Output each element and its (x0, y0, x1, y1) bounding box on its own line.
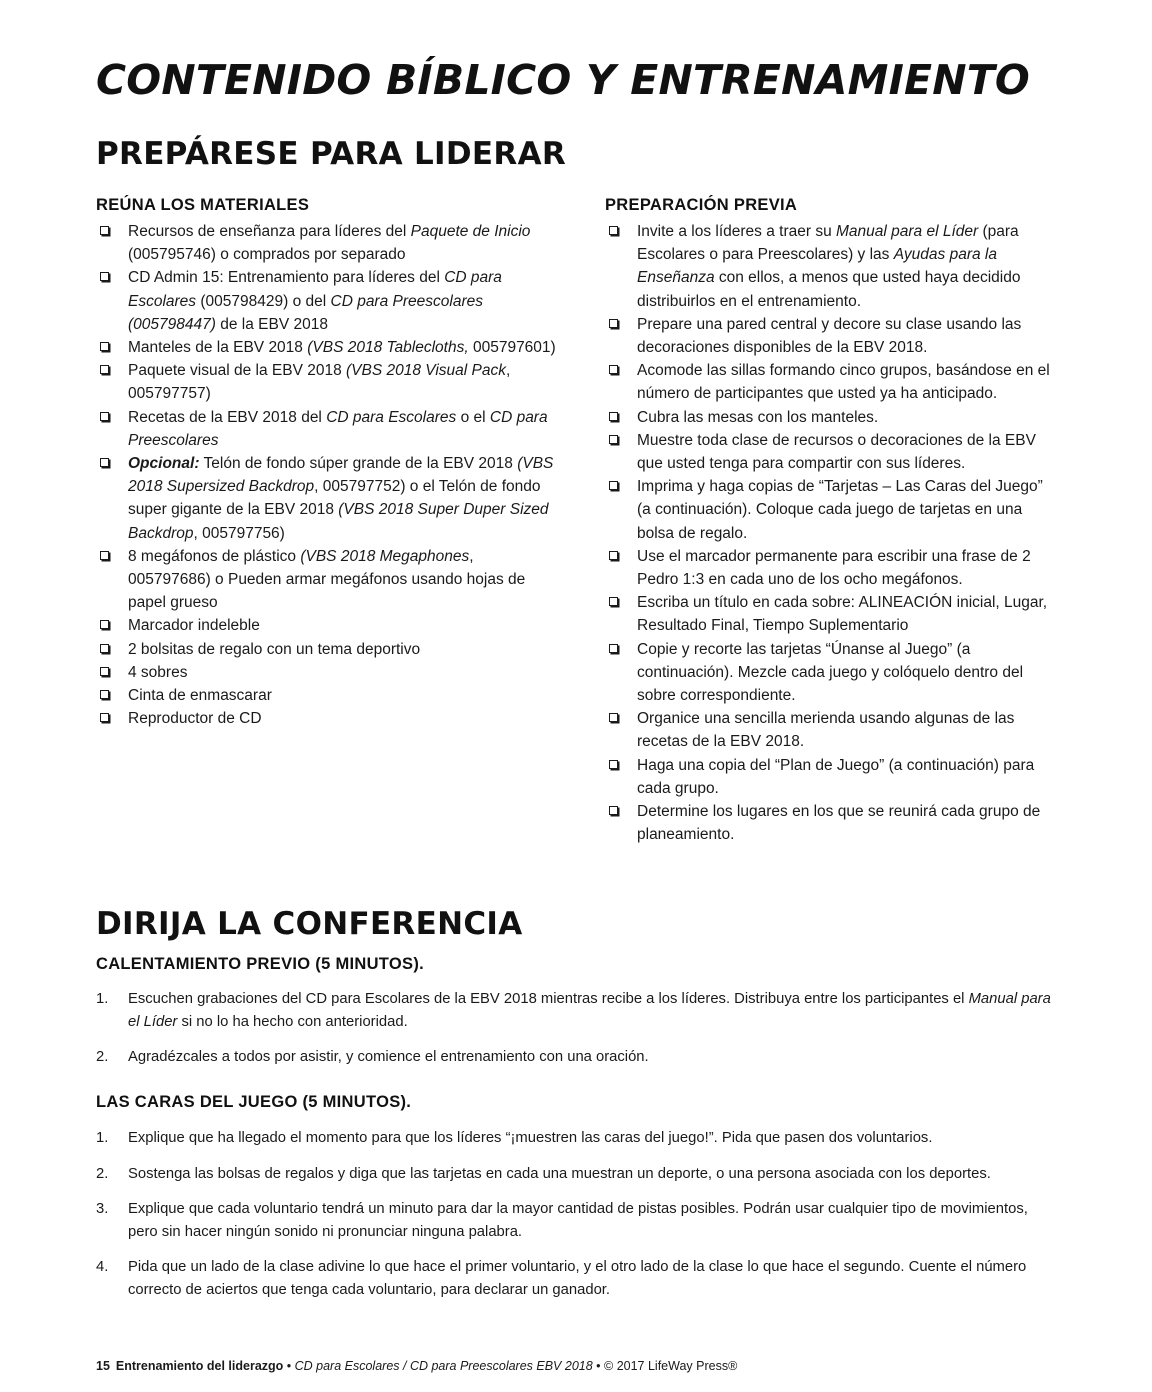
text-run: Paquete visual de la EBV 2018 (128, 362, 347, 380)
step-item (96, 1198, 1058, 1243)
text-run: CD para Escolares (326, 408, 457, 426)
page-title: CONTENIDO BÍBLICO Y ENTRENAMIENTO (96, 56, 1030, 104)
warmup-heading: CALENTAMIENTO PREVIO (5 MINUTOS). (96, 955, 424, 973)
text-run: , 005797752) o el Telón de fondo super gigante de la EBV 2018 (128, 478, 541, 519)
checkbox-icon (100, 342, 109, 351)
checklist-item-text (128, 409, 548, 449)
text-run: Telón de fondo súper grande de la EBV 2018 (199, 455, 518, 473)
text-run: CD para Preescolares (005798447) (128, 292, 483, 333)
step-text (128, 991, 1051, 1030)
text-run: Pida que un lado de la clase adivine lo que hace el primer voluntario, y el otro lado de la clase lo que hace el segundo. Cuente el número correcto de aciertos que tenga cada voluntario, para declarar un ganador. (128, 1259, 1027, 1298)
checklist-item-text (637, 362, 1050, 402)
text-run: Use el marcador permanente para escribir una frase de 2 Pedro 1:3 en cada uno de los ocho megáfonos. (637, 547, 1031, 589)
step-number: 2. (96, 1049, 109, 1065)
text-run: Cinta de enmascarar (128, 687, 272, 705)
checklist-item-text (128, 641, 420, 658)
checkbox-icon (609, 412, 618, 421)
checklist-item (96, 661, 556, 684)
checklist-item-text (128, 339, 556, 356)
checklist-item-text (637, 641, 1023, 704)
footer-separator: • (283, 1359, 295, 1373)
checklist-item (605, 429, 1060, 475)
step-item (96, 1046, 1058, 1069)
materials-heading: REÚNA LOS MATERIALES (96, 196, 310, 214)
footer-product: CD para Escolares / CD para Preescolares EBV 2018 (294, 1359, 593, 1373)
text-run: (VBS 2018 Tablecloths, (307, 339, 469, 357)
checklist-item (96, 220, 556, 266)
checklist-item (605, 638, 1060, 708)
checkbox-icon (609, 806, 618, 815)
checklist-item-text (637, 432, 1036, 472)
checklist-item (96, 359, 556, 405)
checklist-item-text (637, 548, 1031, 588)
checkbox-icon (609, 435, 618, 444)
checkbox-icon (100, 365, 109, 374)
checklist-item (605, 591, 1060, 637)
checkbox-icon (100, 272, 109, 281)
checkbox-icon (609, 713, 618, 722)
text-run: Reproductor de CD (128, 710, 262, 728)
text-run: Haga una copia del “Plan de Juego” (a continuación) para cada grupo. (637, 756, 1035, 797)
text-run: con ellos, a menos que usted haya decidido distribuirlos en el entrenamiento. (637, 269, 1021, 310)
checklist-item (605, 406, 1060, 429)
checklist-item (605, 475, 1060, 545)
checklist-item (96, 707, 556, 730)
text-run: Imprima y haga copias de “Tarjetas – Las Caras del Juego” (a continuación). Coloque cada juego de tarjetas en una bolsa de regalo. (637, 478, 1043, 542)
checkbox-icon (100, 690, 109, 699)
text-run: Agradézcales a todos por asistir, y comience el entrenamiento con una oración. (128, 1049, 649, 1065)
text-run: Cubra las mesas con los manteles. (637, 408, 879, 426)
checkbox-icon (100, 412, 109, 421)
text-run: , 005797757) (128, 362, 511, 403)
checklist-item-text (128, 617, 260, 634)
text-run: Marcador indeleble (128, 617, 260, 635)
text-run: CD para Escolares (128, 269, 502, 310)
checklist-item (605, 754, 1060, 800)
footer-copyright: © 2017 LifeWay Press® (604, 1359, 738, 1373)
checklist-item (96, 336, 556, 359)
step-number: 4. (96, 1259, 109, 1275)
checklist-item (605, 220, 1060, 313)
faces-heading: LAS CARAS DEL JUEGO (5 MINUTOS). (96, 1093, 412, 1111)
text-run: (VBS 2018 Super Duper Sized Backdrop (128, 501, 549, 542)
step-number: 1. (96, 1130, 109, 1146)
text-run: 005797601) (468, 339, 556, 357)
checkbox-icon (100, 458, 109, 467)
checkbox-icon (100, 620, 109, 629)
materials-checklist (96, 220, 556, 730)
checklist-item (605, 707, 1060, 753)
step-number: 3. (96, 1201, 109, 1217)
checklist-item (96, 545, 556, 615)
checklist-item-text (637, 757, 1034, 797)
footer-section: Entrenamiento del liderazgo (115, 1359, 284, 1373)
text-run: Opcional: (128, 455, 200, 473)
checklist-item-text (637, 409, 878, 426)
preparation-column (605, 196, 1060, 846)
page-number: 15 (96, 1359, 110, 1373)
checklist-item-text (128, 687, 272, 704)
text-run: , 005797686) o Pueden armar megáfonos usando hojas de papel grueso (128, 547, 526, 612)
text-run: 4 sobres (128, 663, 188, 681)
text-run: Acomode las sillas formando cinco grupos, basándose en el número de participantes que usted ya ha anticipado. (637, 362, 1050, 403)
checklist-item (605, 359, 1060, 405)
checkbox-icon (609, 365, 618, 374)
text-run: (005798429) o del (196, 292, 331, 310)
checkbox-icon (609, 760, 618, 769)
text-run: CD Admin 15: Entrenamiento para líderes del (128, 269, 445, 287)
materials-column (96, 196, 556, 730)
text-run: Manteles de la EBV 2018 (128, 339, 308, 357)
text-run: Escriba un título en cada sobre: ALINEACIÓN inicial, Lugar, Resultado Final, Tiempo Suplementario (637, 594, 1048, 635)
text-run: Explique que ha llegado el momento para que los líderes “¡muestren las caras del juego!”. Pida que pasen dos voluntarios. (128, 1130, 933, 1146)
text-run: o el (456, 408, 490, 426)
preparation-checklist (605, 220, 1060, 846)
text-run: Recetas de la EBV 2018 del (128, 408, 327, 426)
checkbox-icon (609, 644, 618, 653)
text-run: Organice una sencilla merienda usando algunas de las recetas de la EBV 2018. (637, 710, 1015, 751)
checklist-item-text (128, 548, 525, 611)
checklist-item-text (637, 223, 1020, 310)
step-text (128, 1201, 1028, 1240)
step-item (96, 1163, 1058, 1186)
preparation-heading: PREPARACIÓN PREVIA (605, 196, 798, 214)
step-text (128, 1259, 1026, 1298)
checklist-item-text (637, 803, 1040, 843)
checkbox-icon (609, 226, 618, 235)
text-run: Ayudas para la Enseñanza (637, 246, 997, 287)
checkbox-icon (100, 667, 109, 676)
text-run: Manual para el Líder (836, 223, 979, 240)
checkbox-icon (100, 713, 109, 722)
text-run: Muestre toda clase de recursos o decoraciones de la EBV que usted tenga para compartir con sus líderes. (637, 431, 1036, 473)
text-run: Copie y recorte las tarjetas “Únanse al Juego” (a continuación). Mezcle cada juego y colóquelo dentro del sobre correspondiente. (637, 640, 1024, 705)
checkbox-icon (609, 597, 618, 606)
checklist-item-text (128, 455, 553, 542)
text-run: Paquete de Inicio (410, 223, 531, 240)
checklist-item (96, 638, 556, 661)
text-run: (VBS 2018 Megaphones (300, 547, 470, 565)
checkbox-icon (100, 644, 109, 653)
checklist-item-text (637, 316, 1021, 356)
text-run: (VBS 2018 Supersized Backdrop (128, 455, 554, 496)
text-run: CD para Preescolares (128, 408, 548, 449)
page-footer (96, 1359, 737, 1373)
checkbox-icon (609, 481, 618, 490)
text-run: Sostenga las bolsas de regalos y diga que las tarjetas en cada una muestran un deporte, o una persona asociada con los deportes. (128, 1165, 991, 1182)
text-run: Prepare una pared central y decore su clase usando las decoraciones disponibles de la EBV 2018. (637, 315, 1022, 357)
section-heading-conference: DIRIJA LA CONFERENCIA (96, 906, 523, 942)
checklist-item-text (637, 478, 1043, 541)
text-run: Explique que cada voluntario tendrá un minuto para dar la mayor cantidad de pistas posibles. Podrán usar cualquier tipo de movimientos, pero sin hacer ningún sonido ni pronunciar ninguna palabra. (128, 1201, 1028, 1240)
checkbox-icon (100, 551, 109, 560)
checkbox-icon (609, 319, 618, 328)
checklist-item (96, 614, 556, 637)
footer-separator: • (592, 1359, 605, 1373)
faces-steps (96, 1127, 1058, 1301)
step-item (96, 988, 1058, 1033)
checkbox-icon (100, 226, 109, 235)
text-run: (005795746) o comprados por separado (128, 246, 406, 264)
checkbox-icon (609, 551, 618, 560)
text-run: 2 bolsitas de regalo con un tema deportivo (128, 640, 421, 658)
text-run: , 005797756) (193, 524, 285, 542)
checklist-item-text (637, 594, 1047, 634)
step-text (128, 1130, 932, 1146)
step-text (128, 1049, 649, 1065)
step-item (96, 1256, 1058, 1301)
checklist-item (605, 313, 1060, 359)
checklist-item-text (637, 710, 1014, 750)
checklist-item (605, 800, 1060, 846)
checklist-item (605, 545, 1060, 591)
text-run: Escuchen grabaciones del CD para Escolares de la EBV 2018 mientras recibe a los líderes. Distribuya entre los participantes el (128, 991, 969, 1007)
step-item (96, 1127, 1058, 1150)
section-heading-prepare: PREPÁRESE PARA LIDERAR (96, 136, 567, 172)
text-run: (para Escolares o para Preescolares) y las (637, 223, 1019, 264)
checklist-item-text (128, 710, 262, 727)
checklist-item-text (128, 223, 530, 263)
step-text (128, 1166, 991, 1182)
checklist-item-text (128, 664, 187, 681)
text-run: Invite a los líderes a traer su (637, 223, 837, 240)
step-number: 1. (96, 991, 109, 1007)
step-number: 2. (96, 1165, 109, 1182)
text-run: si no lo ha hecho con anterioridad. (177, 1013, 408, 1030)
warmup-steps (96, 988, 1058, 1069)
text-run: Manual para el Líder (128, 991, 1051, 1030)
checklist-item-text (128, 362, 510, 402)
checklist-item (96, 452, 556, 545)
text-run: Determine los lugares en los que se reunirá cada grupo de planeamiento. (637, 803, 1041, 844)
text-run: Recursos de enseñanza para líderes del (128, 223, 411, 240)
text-run: (VBS 2018 Visual Pack (346, 362, 506, 380)
checklist-item (96, 266, 556, 336)
text-run: de la EBV 2018 (215, 315, 328, 333)
text-run: 8 megáfonos de plástico (128, 547, 301, 565)
checklist-item (96, 684, 556, 707)
checklist-item-text (128, 269, 502, 332)
checklist-item (96, 406, 556, 452)
